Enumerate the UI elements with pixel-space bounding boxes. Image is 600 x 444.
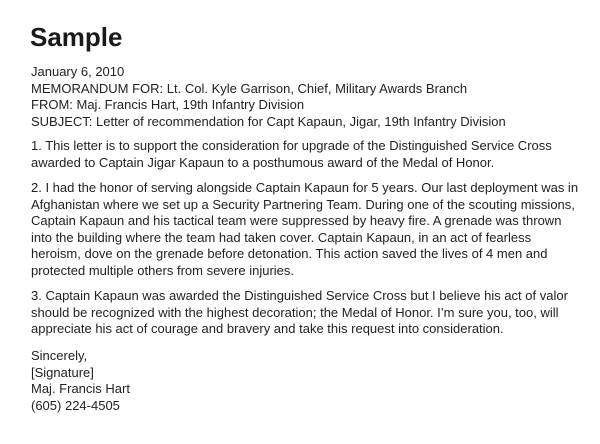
- document-title: Sample: [30, 22, 123, 52]
- closing-block: [31, 348, 591, 414]
- paragraph-1: [31, 138, 591, 171]
- signer-phone: (605) 224-4505: [31, 397, 120, 413]
- paragraph-3-line: appreciate his act of courage and bravery and take this request into consideration.: [31, 321, 504, 337]
- paragraph-1-line: awarded to Captain Jigar Kapaun to a posthumous award of the Medal of Honor.: [31, 154, 495, 170]
- memo-header: [31, 64, 591, 130]
- paragraph-1-line: 1. This letter is to support the consideration for upgrade of the Distinguished Service Cross: [31, 138, 552, 153]
- signer-name: Maj. Francis Hart: [31, 381, 130, 397]
- paragraph-2-line: heroism, dove on the grenade before detonation. This action saved the lives of 4 men and: [31, 246, 548, 262]
- memo-date: January 6, 2010: [31, 64, 125, 79]
- signature-placeholder: [Signature]: [31, 364, 94, 380]
- paragraph-2-line: Afghanistan where we set up a Security Partnering Team. During one of the scouting missions,: [31, 196, 575, 212]
- paragraph-3-line: 3. Captain Kapaun was awarded the Distinguished Service Cross but I believe his act of valor: [31, 288, 568, 303]
- paragraph-2-line: 2. I had the honor of serving alongside Captain Kapaun for 5 years. Our last deployment was in: [31, 180, 579, 195]
- memo-recipient: MEMORANDUM FOR: Lt. Col. Kyle Garrison, Chief, Military Awards Branch: [31, 80, 468, 96]
- paragraph-2: [31, 180, 591, 280]
- memo-sender: FROM: Maj. Francis Hart, 19th Infantry Division: [31, 97, 305, 113]
- paragraph-2-line: Captain Kapaun and his tactical team were suppressed by heavy fire. A grenade was thrown: [31, 213, 562, 229]
- paragraph-2-line: into the building where the team had taken cover. Captain Kapaun, in an act of fearless: [31, 229, 532, 245]
- paragraph-2-line: protected multiple others from severe injuries.: [31, 262, 295, 278]
- memo-subject: SUBJECT: Letter of recommendation for Capt Kapaun, Jigar, 19th Infantry Division: [31, 113, 506, 129]
- closing-salutation: Sincerely,: [31, 348, 88, 363]
- paragraph-3-line: should be recognized with the highest decoration; the Medal of Honor. I’m sure you, too, will: [31, 304, 559, 320]
- paragraph-3: [31, 288, 591, 338]
